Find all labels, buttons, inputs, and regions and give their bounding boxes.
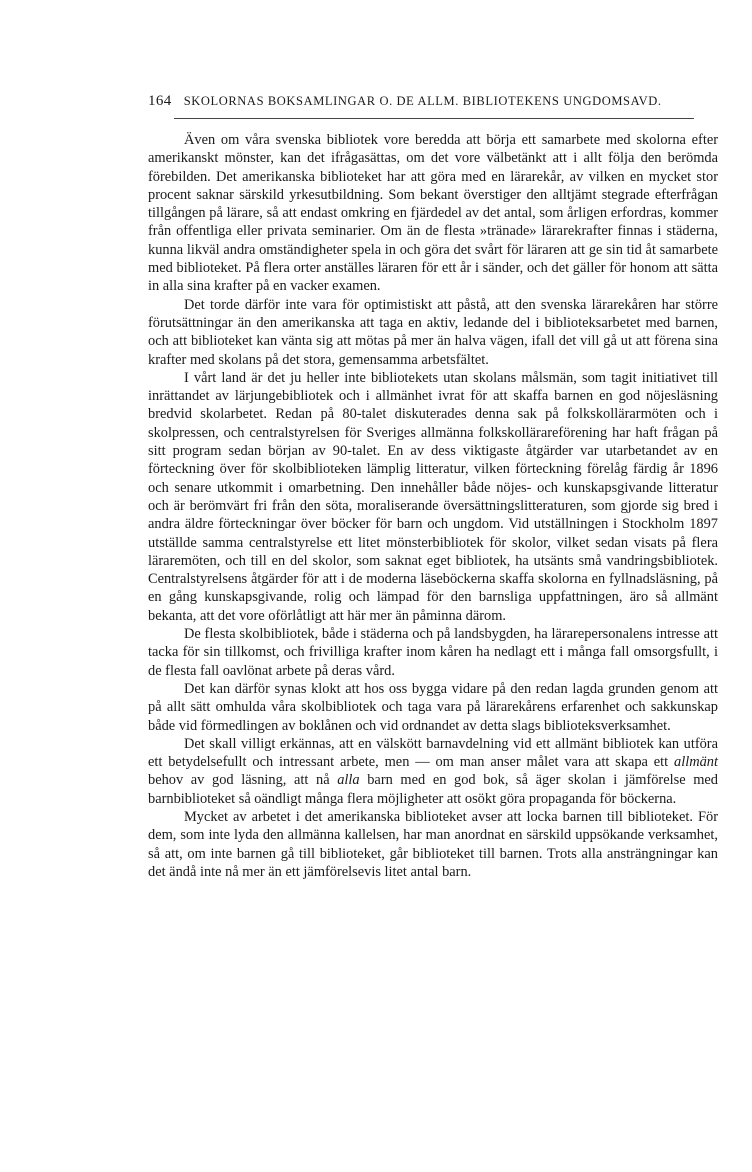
paragraph-5: Det kan därför synas klokt att hos oss bygga vidare på den redan lagda grunden genom att på allt sätt omhulda våra skolbibliotek och taga vara på lärarekårens erfarenhet och sakkunskap både vid förmedlingen av boklånen och vid ordnandet av detta slags biblioteksverksamhet. <box>148 680 718 734</box>
running-title: SKOLORNAS BOKSAMLINGAR O. DE ALLM. BIBLIOTEKENS UNGDOMSAVD. <box>183 94 662 108</box>
paragraph-1: Även om våra svenska bibliotek vore beredda att börja ett samarbete med skolorna efter amerikanskt mönster, kan det ifrågasättas, om det vore välbetänkt att i allt följa den berömda förebilden. Det amerikanska biblioteket har att göra med en lärarekår, av vilken en mycket stor procent saknar särskild yrkesutbildning. Som bekant överstiger den alltjämt stegrade efterfrågan tillgången på lärare, så att endast omkring en fjärdedel av det antal, som årligen erfordras, kommer från offentliga eller privata seminarier. Om än de flesta »tränade» lärarekrafter finnas i städerna, kunna likväl andra omständigheter spela in och göra det svårt för läraren att ge sin tid åt samarbete med biblioteket. På flera orter anställes läraren för ett år i sänder, och det gäller för honom att sätta in alla sina krafter på en vacker examen. <box>148 132 718 295</box>
paragraph-2: Det torde därför inte vara för optimistiskt att påstå, att den svenska lärarekåren har större förutsättningar än den amerikanska att taga en aktiv, ledande del i biblioteksarbetet med barnen, och att biblioteket kan vänta sig att mötas på mer än halva vägen, ifall det vill gå ut att förena sina krafter med skolans på det stora, gemensamma arbetsfältet. <box>148 296 718 368</box>
paragraph-7: Mycket av arbetet i det amerikanska biblioteket avser att locka barnen till biblioteket. För dem, som inte lyda den allmänna kallelsen, har man anordnat en särskild uppsökande verksamhet, så att, om inte barnen gå till biblioteket, går biblioteket till barnen. Trots alla ansträngningar kan det ändå inte nå mer än ett jämförelsevis litet antal barn. <box>148 808 718 880</box>
paragraph-6-text-before: Det skall villigt erkännas, att en välskött barnavdelning vid ett allmänt bibliotek kan utföra ett betydelsefullt och intressant arbete, men — om man anser målet vara att skapa ett <box>148 735 718 771</box>
paragraph-6 <box>148 735 718 808</box>
paragraph-6-text-after: barn med en god bok, så äger skolan i jämförelse med barnbiblioteket så oändligt många flera möjligheter att osökt göra propaganda för böckerna. <box>148 772 718 807</box>
paragraph-4: De flesta skolbibliotek, både i städerna och på landsbygden, ha lärarepersonalens intresse att tacka för sin tillkomst, och frivilliga krafter inom kåren ha nedlagt ett i många fall omsorgsfullt, i de flesta fall oavlönat arbete på deras vård. <box>148 626 718 679</box>
paragraph-3: I vårt land är det ju heller inte bibliotekets utan skolans målsmän, som tagit initiativet till inrättandet av lärjungebibliotek och i allmänhet ivrat för att skaffa barnen en god nöjesläsning bredvid skolarbetet. Redan på 80-talet diskuterades denna sak på folkskollärarmöten och i skolpressen, och centralstyrelsen för Sveriges allmänna folkskollärareförening har haft frågan på sitt program sedan början av 90-talet. En av dess viktigaste åtgärder var utarbetandet av en förteckning över för skolbiblioteken lämplig litteratur, vilken förteckning förelåg färdig år 1896 och senare utkommit i omarbetning. Den innehåller både nöjes- och kunskapsgivande litteratur och är berömvärt fri från den söta, moraliserande översättningslitteraturen, som gjorde sig bred i andra äldre förteckningar över böcker för barn och ungdom. Vid utställningen i Stockholm 1897 utställde samma centralstyrelse ett litet mönsterbibliotek för skolor, vilket sedan visats på flera läraremöten, och till en del skolor, som saknat eget bibliotek, ha utsänts små vandringsbibliotek. Centralstyrelsens åtgärder för att i de moderna läseböckerna skaffa skolorna en fyllnadsläsning, på en gång kunskapsgivande, rolig och lämpad för den barnsliga uppfattningen, äro så allmänt bekanta, att det vore oförlåtligt att här mer än påminna därom. <box>148 369 718 624</box>
running-header <box>148 92 718 110</box>
body-text <box>148 131 718 881</box>
page-number: 164 <box>148 93 172 109</box>
paragraph-6-text-middle: behov av god läsning, att nå <box>148 772 338 789</box>
header-rule <box>174 118 694 119</box>
emphasis-allmant: allmänt <box>674 754 718 771</box>
emphasis-alla: alla <box>337 772 360 789</box>
document-page <box>148 92 718 881</box>
